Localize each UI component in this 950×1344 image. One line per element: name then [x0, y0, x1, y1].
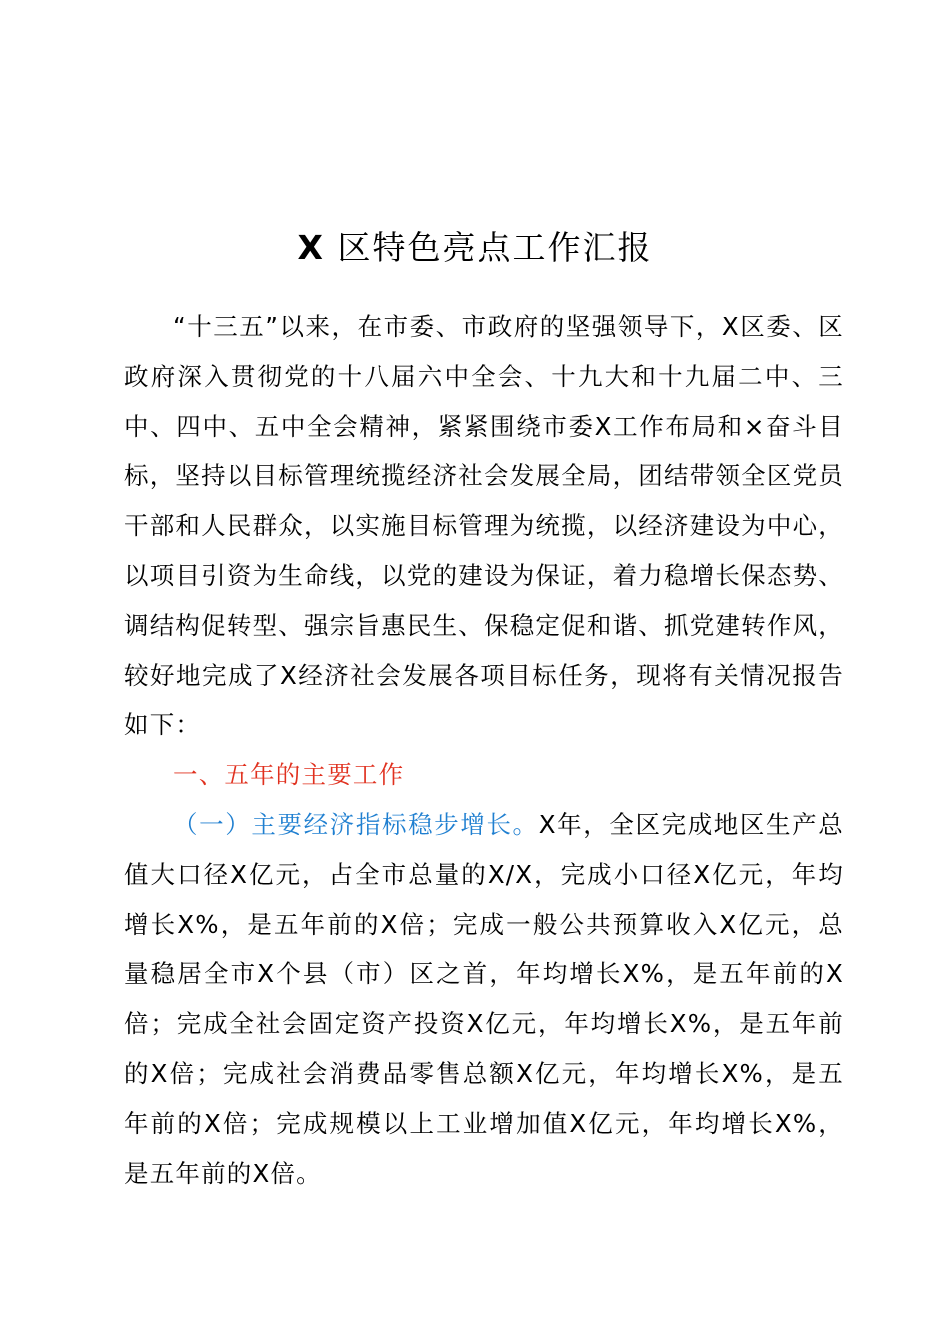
document-body [124, 302, 844, 1198]
subsection-heading: （一）主要经济指标稳步增长。 [173, 809, 539, 839]
intro-paragraph: “十三五”以来，在市委、市政府的坚强领导下，X区委、区政府深入贯彻党的十八届六中全会、十九大和十九届二中、三中、四中、五中全会精神，紧紧围绕市委X工作布局和×奋斗目标，坚持以目标管理统揽经济社会发展全局，团结带领全区党员干部和人民群众，以实施目标管理为统揽，以经济建设为中心，以项目引资为生命线，以党的建设为保证，着力稳增长保态势、调结构促转型、强宗旨惠民生、保稳定促和谐、抓党建转作风，较好地完成了X经济社会发展各项目标任务，现将有关情况报告如下： [124, 312, 844, 740]
document-title-rest: 区特色亮点工作汇报 [324, 228, 653, 267]
subsection-paragraph [124, 800, 844, 1198]
document-title-lead: X [297, 228, 325, 267]
subsection-text: X年，全区完成地区生产总值大口径X亿元，占全市总量的X/X，完成小口径X亿元，年均增长X%，是五年前的X倍；完成一般公共预算收入X亿元，总量稳居全市X个县（市）区之首，年均增长X%，是五年前的X倍；完成全社会固定资产投资X亿元，年均增长X%，是五年前的X倍；完成社会消费品零售总额X亿元，年均增长X%，是五年前的X倍；完成规模以上工业增加值X亿元，年均增长X%，是五年前的X倍。 [124, 809, 844, 1188]
document-title [0, 222, 950, 274]
section-heading: 一、五年的主要工作 [173, 760, 405, 790]
